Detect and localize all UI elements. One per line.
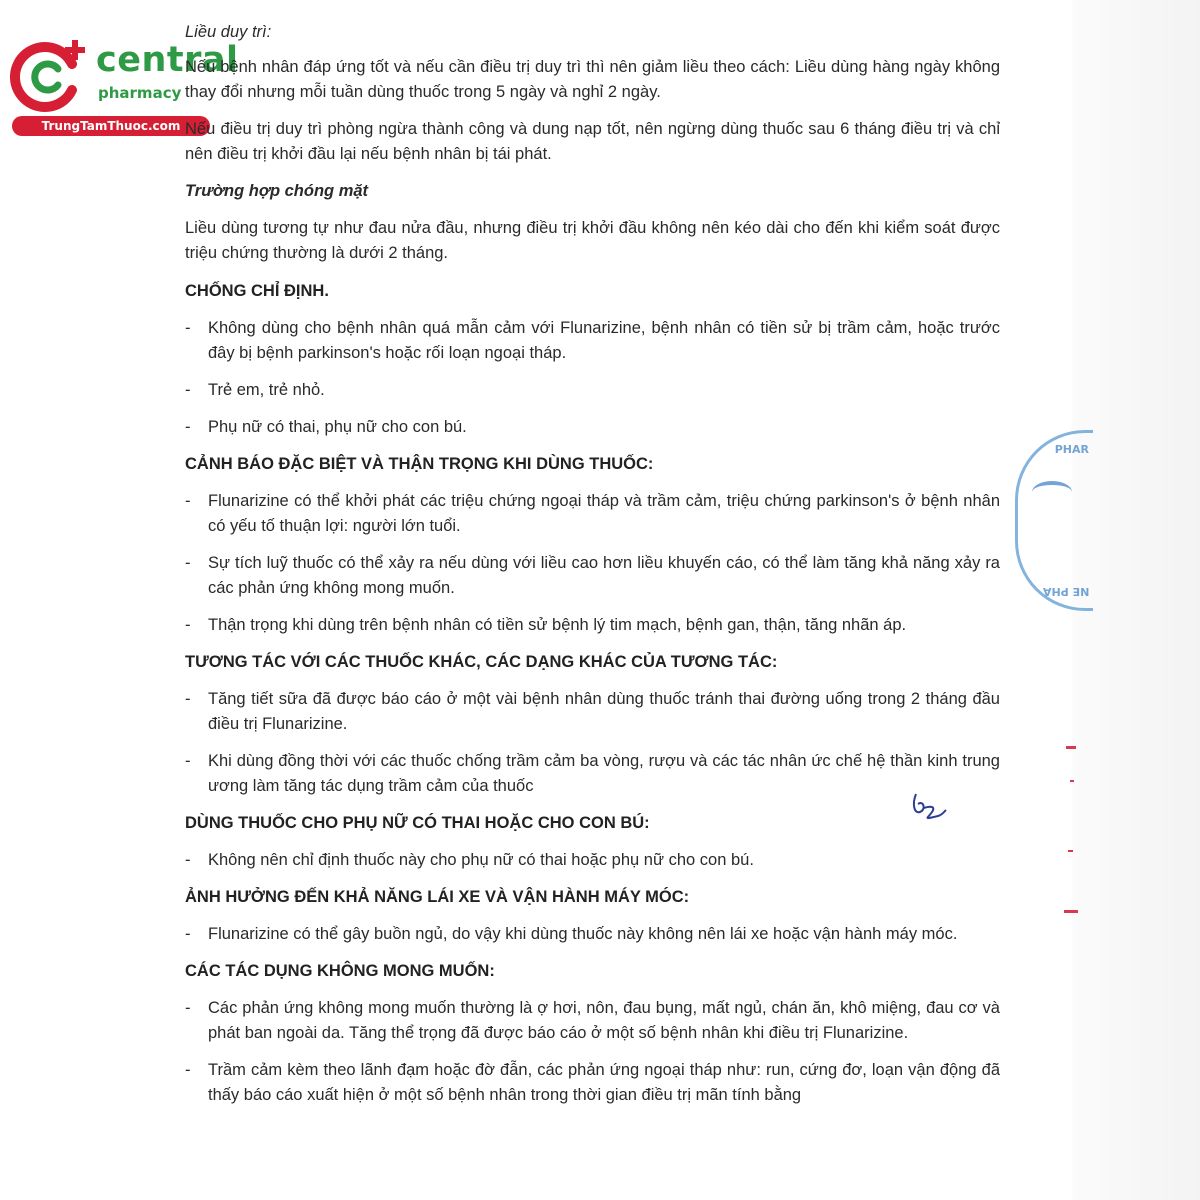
list-item: - Trầm cảm kèm theo lãnh đạm hoặc đờ đẫn, các phản ứng ngoại tháp như: run, cứng đơ, loạn vận động đã thấy báo cáo xuất hiện ở một số bệnh nhân trong thời gian điều trị mãn tính bằng (185, 1058, 1000, 1108)
stamp-text-bottom: NE PHA (1042, 585, 1089, 598)
list-item: - Tăng tiết sữa đã được báo cáo ở một vài bệnh nhân dùng thuốc tránh thai đường uống trong 2 tháng đầu điều trị Flunarizine. (185, 687, 1000, 737)
side-effects-list (185, 996, 1000, 1108)
list-item: - Khi dùng đồng thời với các thuốc chống trầm cảm ba vòng, rượu và các tác nhân ức chế hệ thần kinh trung ương làm tăng tác dụng trầm cảm của thuốc (185, 749, 1000, 799)
page-edge-marks (1064, 740, 1084, 920)
list-item: - Phụ nữ có thai, phụ nữ cho con bú. (185, 415, 1000, 440)
driving-list (185, 922, 1000, 947)
stamp-text-top: PHAR (1054, 443, 1089, 456)
list-item: - Các phản ứng không mong muốn thường là ợ hơi, nôn, đau bụng, mất ngủ, chán ăn, khô miệng, đau cơ và phát ban ngoài da. Tăng thể trọng đã được báo cáo ở một số bệnh nhân khi điều trị Flunarizine. (185, 996, 1000, 1046)
company-stamp (1015, 430, 1093, 611)
warnings-list (185, 489, 1000, 638)
maintenance-dose-title: Liều duy trì: (185, 23, 272, 41)
warnings-heading: CẢNH BÁO ĐẶC BIỆT VÀ THẬN TRỌNG KHI DÙNG THUỐC: (185, 455, 654, 473)
list-item: - Không nên chỉ định thuốc này cho phụ nữ có thai hoặc phụ nữ cho con bú. (185, 848, 1000, 873)
list-item: - Flunarizine có thể gây buồn ngủ, do vậy khi dùng thuốc này không nên lái xe hoặc vận hành máy móc. (185, 922, 1000, 947)
list-item: - Flunarizine có thể khởi phát các triệu chứng ngoại tháp và trầm cảm, triệu chứng parkinson's ở bệnh nhân có yếu tố thuận lợi: người lớn tuổi. (185, 489, 1000, 539)
list-item: - Không dùng cho bệnh nhân quá mẫn cảm với Flunarizine, bệnh nhân có tiền sử bị trầm cảm, hoặc trước đây bị bệnh parkinson's hoặc rối loạn ngoại tháp. (185, 316, 1000, 366)
list-item: - Trẻ em, trẻ nhỏ. (185, 378, 1000, 403)
maintenance-paragraph-2: Nếu điều trị duy trì phòng ngừa thành công và dung nạp tốt, nên ngừng dùng thuốc sau 6 tháng điều trị và chỉ nên điều trị khởi đầu lại nếu bệnh nhân bị tái phát. (185, 120, 1000, 163)
brand-website-badge[interactable]: TrungTamThuoc.com (12, 116, 210, 136)
vertigo-paragraph: Liều dùng tương tự như đau nửa đầu, nhưng điều trị khởi đầu không nên kéo dài cho đến khi kiểm soát được triệu chứng thường là dưới 2 tháng. (185, 219, 1000, 262)
driving-heading: ẢNH HƯỞNG ĐẾN KHẢ NĂNG LÁI XE VÀ VẬN HÀNH MÁY MÓC: (185, 888, 690, 906)
contraindications-heading: CHỐNG CHỈ ĐỊNH. (185, 282, 329, 300)
maintenance-paragraph-1: Nếu bệnh nhân đáp ứng tốt và nếu cần điều trị duy trì thì nên giảm liều theo cách: Liều dùng hàng ngày không thay đổi nhưng mỗi tuần dùng thuốc trong 5 ngày và nghỉ 2 ngày. (185, 58, 1000, 101)
contraindications-list (185, 316, 1000, 440)
interactions-list (185, 687, 1000, 799)
stamp-swoosh-icon (1032, 481, 1072, 503)
pregnancy-heading: DÙNG THUỐC CHO PHỤ NỮ CÓ THAI HOẶC CHO CON BÚ: (185, 814, 650, 832)
pregnancy-list (185, 848, 1000, 873)
interactions-heading: TƯƠNG TÁC VỚI CÁC THUỐC KHÁC, CÁC DẠNG KHÁC CỦA TƯƠNG TÁC: (185, 653, 778, 671)
brand-name: central (96, 40, 239, 80)
vertigo-title: Trường hợp chóng mặt (185, 182, 369, 200)
central-pharmacy-logo[interactable] (10, 36, 239, 136)
brand-subtitle: pharmacy (98, 84, 182, 102)
list-item: - Thận trọng khi dùng trên bệnh nhân có tiền sử bệnh lý tim mạch, bệnh gan, thận, tăng nhãn áp. (185, 613, 1000, 638)
logo-mark-icon (10, 36, 94, 116)
leaflet-document (185, 20, 1000, 1108)
list-item: - Sự tích luỹ thuốc có thể xảy ra nếu dùng với liều cao hơn liều khuyến cáo, có thể làm tăng khả năng xảy ra các phản ứng không mong muốn. (185, 551, 1000, 601)
handwritten-signature (908, 790, 948, 830)
side-effects-heading: CÁC TÁC DỤNG KHÔNG MONG MUỐN: (185, 962, 495, 980)
